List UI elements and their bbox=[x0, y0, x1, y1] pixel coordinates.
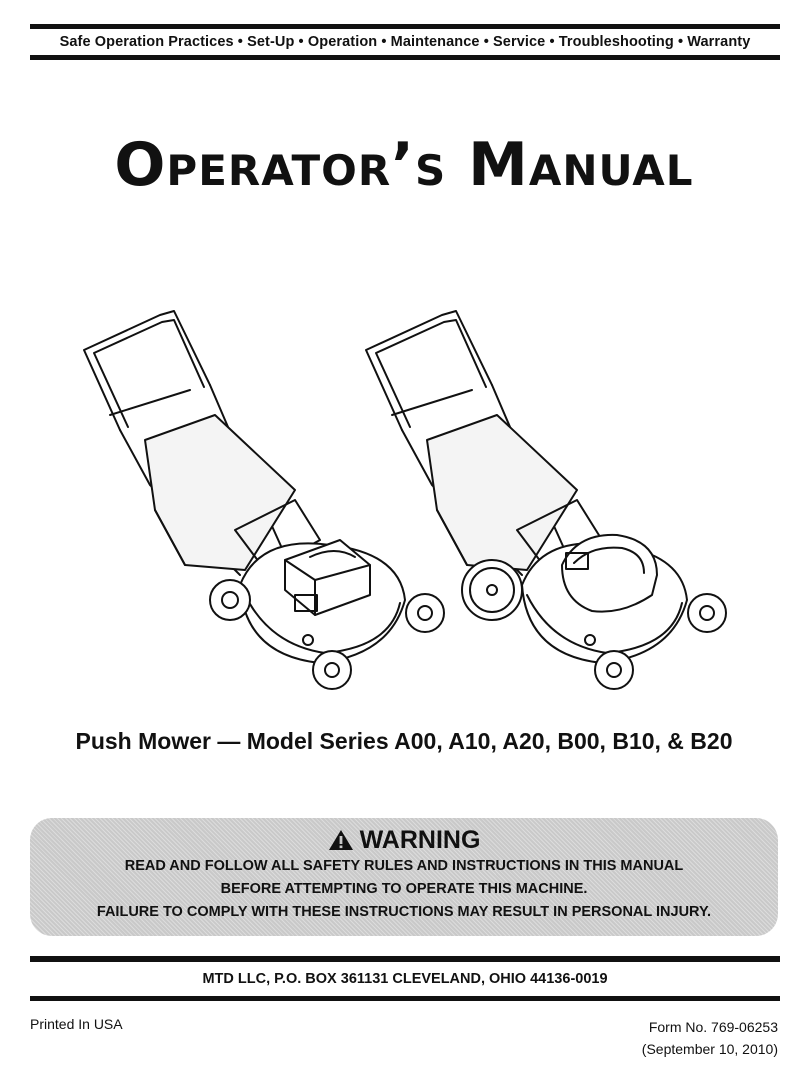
warning-heading-row bbox=[30, 825, 778, 855]
company-address: MTD LLC, P.O. BOX 361131 CLEVELAND, OHIO 44136-0019 bbox=[202, 971, 608, 987]
model-series-subtitle: Push Mower — Model Series A00, A10, A20, B00, B10, & B20 bbox=[75, 728, 733, 754]
warning-line-3: FAILURE TO COMPLY WITH THESE INSTRUCTIONS MAY RESULT IN PERSONAL INJURY. bbox=[96, 904, 712, 920]
warning-line-1: READ AND FOLLOW ALL SAFETY RULES AND INSTRUCTIONS IN THIS MANUAL bbox=[124, 858, 684, 874]
form-info bbox=[642, 1016, 778, 1060]
warning-line-2: BEFORE ATTEMPTING TO OPERATE THIS MACHINE. bbox=[220, 881, 588, 897]
warning-heading: WARNING bbox=[359, 826, 481, 854]
printed-in-text: Printed In USA bbox=[30, 1016, 123, 1032]
mower-illustrations bbox=[70, 295, 750, 705]
warning-triangle-icon bbox=[328, 828, 354, 852]
manual-title: Operator’s Manual bbox=[114, 130, 694, 200]
mower-illustration-bag-model bbox=[84, 311, 444, 689]
form-number: Form No. 769-06253 bbox=[648, 1019, 778, 1035]
top-rule-bar bbox=[30, 24, 780, 60]
section-nav-text: Safe Operation Practices • Set-Up • Operation • Maintenance • Service • Troubleshooting • Warranty bbox=[59, 34, 751, 50]
form-date: (September 10, 2010) bbox=[641, 1041, 778, 1057]
warning-box bbox=[30, 818, 778, 936]
address-bar bbox=[30, 956, 780, 1001]
